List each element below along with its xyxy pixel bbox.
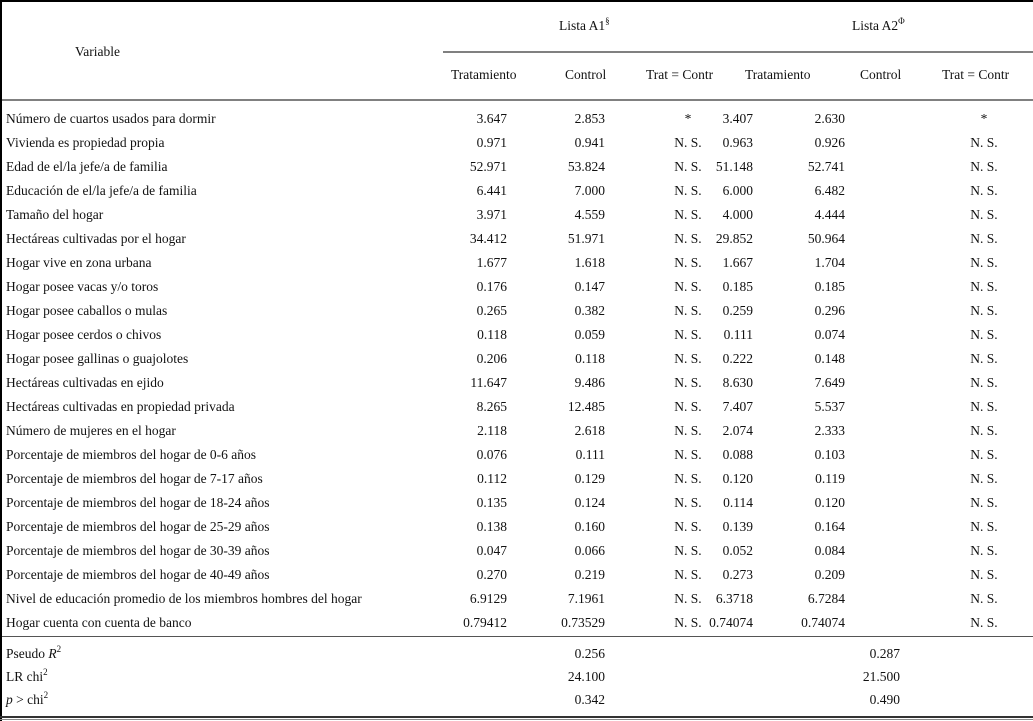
- cell-a2-tratamiento: 3.407: [722, 111, 753, 126]
- cell-a2-control: 50.964: [807, 231, 845, 246]
- table-row: [0, 179, 1033, 203]
- stats-label-text: > chi: [12, 692, 44, 707]
- table-row: [0, 587, 1033, 611]
- cell-a2-significance: N. S.: [970, 471, 998, 486]
- cell-a1-tratamiento: 0.118: [477, 327, 507, 342]
- cell-a2-tratamiento: 0.273: [722, 567, 753, 582]
- cell-a2-tratamiento: 0.185: [722, 279, 753, 294]
- table-row: [0, 323, 1033, 347]
- table-row: [0, 107, 1033, 131]
- table-row: [0, 155, 1033, 179]
- group-label: Lista A2: [852, 18, 899, 33]
- group-divider-rule: [443, 51, 1033, 53]
- cell-a1-tratamiento: 0.135: [476, 495, 507, 510]
- row-variable: Número de cuartos usados para dormir: [6, 111, 216, 126]
- cell-a2-control: 0.74074: [801, 615, 845, 630]
- cell-a2-significance: N. S.: [970, 375, 998, 390]
- superscript: 2: [56, 644, 62, 654]
- cell-a1-significance: N. S.: [674, 303, 702, 318]
- cell-a1-tratamiento: 0.138: [476, 519, 507, 534]
- stats-label: [6, 646, 61, 662]
- cell-a1-control: 2.853: [574, 111, 605, 126]
- stats-label-text: Pseudo: [6, 646, 49, 661]
- cell-a1-significance: N. S.: [674, 447, 702, 462]
- cell-a1-tratamiento: 8.265: [476, 399, 507, 414]
- cell-a2-tratamiento: 2.074: [722, 423, 753, 438]
- cell-a2-significance: N. S.: [970, 543, 998, 558]
- cell-a2-significance: N. S.: [970, 399, 998, 414]
- subheader-a1-control: Control: [565, 67, 607, 82]
- cell-a2-control: 4.444: [814, 207, 845, 222]
- stats-a2-value: 0.287: [869, 646, 900, 661]
- row-variable: Edad de el/la jefe/a de familia: [6, 159, 168, 174]
- header-bottom-rule: [2, 99, 1033, 101]
- cell-a1-tratamiento: 1.677: [476, 255, 507, 270]
- cell-a2-significance: N. S.: [970, 447, 998, 462]
- cell-a1-control: 2.618: [574, 423, 605, 438]
- cell-a1-tratamiento: 0.047: [476, 543, 507, 558]
- cell-a2-tratamiento: 0.114: [723, 495, 753, 510]
- cell-a1-control: 0.129: [574, 471, 605, 486]
- cell-a1-control: 0.382: [574, 303, 605, 318]
- cell-a1-control: 0.147: [574, 279, 605, 294]
- cell-a1-tratamiento: 0.112: [477, 471, 507, 486]
- row-variable: Educación de el/la jefe/a de familia: [6, 183, 197, 198]
- header-group-lista-a2: [852, 18, 905, 34]
- cell-a2-tratamiento: 0.963: [722, 135, 753, 150]
- cell-a1-control: 0.160: [574, 519, 605, 534]
- subheader-a2-tratamiento: Tratamiento: [745, 67, 811, 82]
- stats-label: [6, 669, 48, 685]
- cell-a2-significance: N. S.: [970, 183, 998, 198]
- row-variable: Porcentaje de miembros del hogar de 7-17 años: [6, 471, 263, 486]
- superscript: 2: [43, 690, 49, 700]
- stats-label: [6, 692, 48, 708]
- cell-a1-tratamiento: 6.441: [476, 183, 507, 198]
- header-group-lista-a1: [559, 18, 610, 34]
- row-variable: Hogar posee cerdos o chivos: [6, 327, 162, 342]
- stats-a1-value: 24.100: [567, 669, 605, 684]
- cell-a1-significance: N. S.: [674, 471, 702, 486]
- subheader-a2-test: Trat = Contr: [942, 67, 1010, 82]
- cell-a2-significance: N. S.: [970, 207, 998, 222]
- stats-row: [0, 642, 1033, 666]
- cell-a1-control: 0.124: [574, 495, 605, 510]
- table-bottom-rule: [0, 716, 1033, 720]
- cell-a1-significance: N. S.: [674, 159, 702, 174]
- cell-a1-control: 51.971: [567, 231, 605, 246]
- cell-a2-control: 0.209: [814, 567, 845, 582]
- cell-a1-tratamiento: 2.118: [477, 423, 507, 438]
- cell-a1-tratamiento: 0.076: [476, 447, 507, 462]
- cell-a2-control: 0.296: [814, 303, 845, 318]
- cell-a1-significance: N. S.: [674, 135, 702, 150]
- cell-a2-tratamiento: 7.407: [722, 399, 753, 414]
- cell-a1-significance: N. S.: [674, 591, 702, 606]
- header-variable: Variable: [75, 44, 120, 59]
- stats-label-italic: R: [48, 646, 57, 661]
- cell-a2-significance: N. S.: [970, 303, 998, 318]
- cell-a1-tratamiento: 34.412: [469, 231, 507, 246]
- cell-a1-control: 0.941: [574, 135, 605, 150]
- table-row: [0, 611, 1033, 635]
- subheader-a1-test: Trat = Contr: [646, 67, 714, 82]
- cell-a2-significance: *: [980, 111, 988, 126]
- table-row: [0, 491, 1033, 515]
- stats-label-text: LR chi: [6, 669, 44, 684]
- superscript: 2: [43, 667, 48, 677]
- table-row: [0, 515, 1033, 539]
- cell-a2-control: 2.333: [814, 423, 845, 438]
- cell-a2-significance: N. S.: [970, 567, 998, 582]
- subheader-a2-control: Control: [860, 67, 902, 82]
- stats-a1-value: 0.342: [574, 692, 605, 707]
- table-row: [0, 131, 1033, 155]
- cell-a2-tratamiento: 0.74074: [709, 615, 753, 630]
- cell-a1-control: 0.059: [574, 327, 605, 342]
- cell-a2-tratamiento: 0.111: [723, 327, 753, 342]
- cell-a2-control: 7.649: [814, 375, 845, 390]
- cell-a2-significance: N. S.: [970, 495, 998, 510]
- cell-a2-significance: N. S.: [970, 591, 998, 606]
- row-variable: Porcentaje de miembros del hogar de 30-39 años: [6, 543, 270, 558]
- cell-a2-tratamiento: 51.148: [715, 159, 753, 174]
- table-row: [0, 395, 1033, 419]
- row-variable: Hogar posee vacas y/o toros: [6, 279, 159, 294]
- cell-a2-tratamiento: 4.000: [722, 207, 753, 222]
- cell-a1-significance: N. S.: [674, 207, 702, 222]
- cell-a2-control: 1.704: [814, 255, 845, 270]
- row-variable: Hectáreas cultivadas por el hogar: [6, 231, 186, 246]
- cell-a2-tratamiento: 29.852: [715, 231, 753, 246]
- row-variable: Porcentaje de miembros del hogar de 40-49 años: [6, 567, 270, 582]
- cell-a1-significance: N. S.: [674, 255, 702, 270]
- cell-a1-significance: N. S.: [674, 495, 702, 510]
- cell-a1-tratamiento: 3.971: [476, 207, 507, 222]
- stats-row: [0, 665, 1033, 689]
- cell-a1-control: 0.219: [574, 567, 605, 582]
- cell-a2-control: 0.926: [814, 135, 845, 150]
- subheader-a1-tratamiento: Tratamiento: [451, 67, 517, 82]
- cell-a2-tratamiento: 0.139: [722, 519, 753, 534]
- cell-a1-significance: N. S.: [674, 543, 702, 558]
- cell-a2-control: 0.074: [814, 327, 845, 342]
- phi-marker: Φ: [898, 16, 905, 26]
- stats-row: [0, 688, 1033, 712]
- table-row: [0, 203, 1033, 227]
- cell-a1-control: 7.1961: [567, 591, 605, 606]
- cell-a2-control: 0.084: [814, 543, 845, 558]
- cell-a2-control: 2.630: [814, 111, 845, 126]
- cell-a1-significance: N. S.: [674, 567, 702, 582]
- cell-a2-tratamiento: 0.052: [722, 543, 753, 558]
- cell-a2-significance: N. S.: [970, 231, 998, 246]
- cell-a2-control: 6.7284: [807, 591, 845, 606]
- cell-a2-significance: N. S.: [970, 423, 998, 438]
- table-row: [0, 299, 1033, 323]
- cell-a2-control: 0.103: [814, 447, 845, 462]
- cell-a1-significance: N. S.: [674, 183, 702, 198]
- cell-a2-control: 0.120: [814, 495, 845, 510]
- table-row: [0, 539, 1033, 563]
- table-row: [0, 227, 1033, 251]
- cell-a1-significance: N. S.: [674, 615, 702, 630]
- cell-a2-tratamiento: 6.000: [722, 183, 753, 198]
- row-variable: Porcentaje de miembros del hogar de 0-6 años: [6, 447, 257, 462]
- stats-label-italic: p: [6, 692, 13, 707]
- cell-a1-control: 0.111: [575, 447, 605, 462]
- cell-a1-control: 4.559: [574, 207, 605, 222]
- cell-a1-tratamiento: 0.265: [476, 303, 507, 318]
- cell-a1-tratamiento: 6.9129: [469, 591, 507, 606]
- cell-a1-significance: N. S.: [674, 519, 702, 534]
- cell-a2-control: 52.741: [807, 159, 845, 174]
- cell-a1-tratamiento: 0.971: [476, 135, 507, 150]
- cell-a1-tratamiento: 0.270: [476, 567, 507, 582]
- section-marker: §: [605, 16, 610, 26]
- row-variable: Tamaño del hogar: [6, 207, 104, 222]
- cell-a2-control: 0.119: [815, 471, 845, 486]
- cell-a2-significance: N. S.: [970, 519, 998, 534]
- cell-a1-control: 53.824: [567, 159, 605, 174]
- cell-a2-significance: N. S.: [970, 327, 998, 342]
- cell-a1-control: 12.485: [567, 399, 605, 414]
- row-variable: Hogar posee caballos o mulas: [6, 303, 168, 318]
- cell-a2-significance: N. S.: [970, 279, 998, 294]
- cell-a1-tratamiento: 11.647: [470, 375, 507, 390]
- cell-a2-control: 0.148: [814, 351, 845, 366]
- cell-a1-control: 0.118: [575, 351, 605, 366]
- cell-a2-control: 6.482: [814, 183, 845, 198]
- stats-a1-value: 0.256: [574, 646, 605, 661]
- row-variable: Porcentaje de miembros del hogar de 18-24 años: [6, 495, 270, 510]
- cell-a2-significance: N. S.: [970, 159, 998, 174]
- cell-a1-tratamiento: 0.79412: [463, 615, 507, 630]
- cell-a1-control: 9.486: [574, 375, 605, 390]
- cell-a1-significance: *: [684, 111, 692, 126]
- cell-a2-significance: N. S.: [970, 135, 998, 150]
- row-variable: Hectáreas cultivadas en propiedad privada: [6, 399, 235, 414]
- cell-a2-significance: N. S.: [970, 615, 998, 630]
- cell-a1-significance: N. S.: [674, 375, 702, 390]
- cell-a1-tratamiento: 3.647: [476, 111, 507, 126]
- row-variable: Hogar posee gallinas o guajolotes: [6, 351, 189, 366]
- cell-a1-significance: N. S.: [674, 231, 702, 246]
- table-row: [0, 275, 1033, 299]
- row-variable: Hogar cuenta con cuenta de banco: [6, 615, 192, 630]
- table-row: [0, 371, 1033, 395]
- cell-a1-significance: N. S.: [674, 279, 702, 294]
- cell-a2-control: 5.537: [814, 399, 845, 414]
- table-row: [0, 467, 1033, 491]
- row-variable: Hectáreas cultivadas en ejido: [6, 375, 164, 390]
- table-row: [0, 251, 1033, 275]
- cell-a2-tratamiento: 6.3718: [715, 591, 753, 606]
- cell-a1-significance: N. S.: [674, 423, 702, 438]
- cell-a2-control: 0.185: [814, 279, 845, 294]
- cell-a1-tratamiento: 0.206: [476, 351, 507, 366]
- table-row: [0, 347, 1033, 371]
- cell-a2-tratamiento: 1.667: [722, 255, 753, 270]
- cell-a1-tratamiento: 0.176: [476, 279, 507, 294]
- cell-a1-control: 0.73529: [561, 615, 605, 630]
- cell-a2-significance: N. S.: [970, 255, 998, 270]
- cell-a1-control: 1.618: [574, 255, 605, 270]
- cell-a1-significance: N. S.: [674, 327, 702, 342]
- row-variable: Porcentaje de miembros del hogar de 25-29 años: [6, 519, 270, 534]
- cell-a2-tratamiento: 0.259: [722, 303, 753, 318]
- row-variable: Vivienda es propiedad propia: [6, 135, 165, 150]
- cell-a2-tratamiento: 0.120: [722, 471, 753, 486]
- stats-a2-value: 0.490: [869, 692, 900, 707]
- cell-a2-significance: N. S.: [970, 351, 998, 366]
- row-variable: Número de mujeres en el hogar: [6, 423, 176, 438]
- cell-a1-significance: N. S.: [674, 399, 702, 414]
- stats-a2-value: 21.500: [862, 669, 900, 684]
- table-row: [0, 563, 1033, 587]
- body-bottom-rule: [2, 636, 1033, 637]
- cell-a2-tratamiento: 8.630: [722, 375, 753, 390]
- cell-a1-control: 7.000: [574, 183, 605, 198]
- cell-a1-significance: N. S.: [674, 351, 702, 366]
- row-variable: Nivel de educación promedio de los miembros hombres del hogar: [6, 591, 362, 606]
- cell-a2-tratamiento: 0.222: [722, 351, 753, 366]
- cell-a2-control: 0.164: [814, 519, 845, 534]
- row-variable: Hogar vive en zona urbana: [6, 255, 152, 270]
- cell-a2-tratamiento: 0.088: [722, 447, 753, 462]
- table-row: [0, 419, 1033, 443]
- group-label: Lista A1: [559, 18, 606, 33]
- cell-a1-tratamiento: 52.971: [469, 159, 507, 174]
- cell-a1-control: 0.066: [574, 543, 605, 558]
- table-row: [0, 443, 1033, 467]
